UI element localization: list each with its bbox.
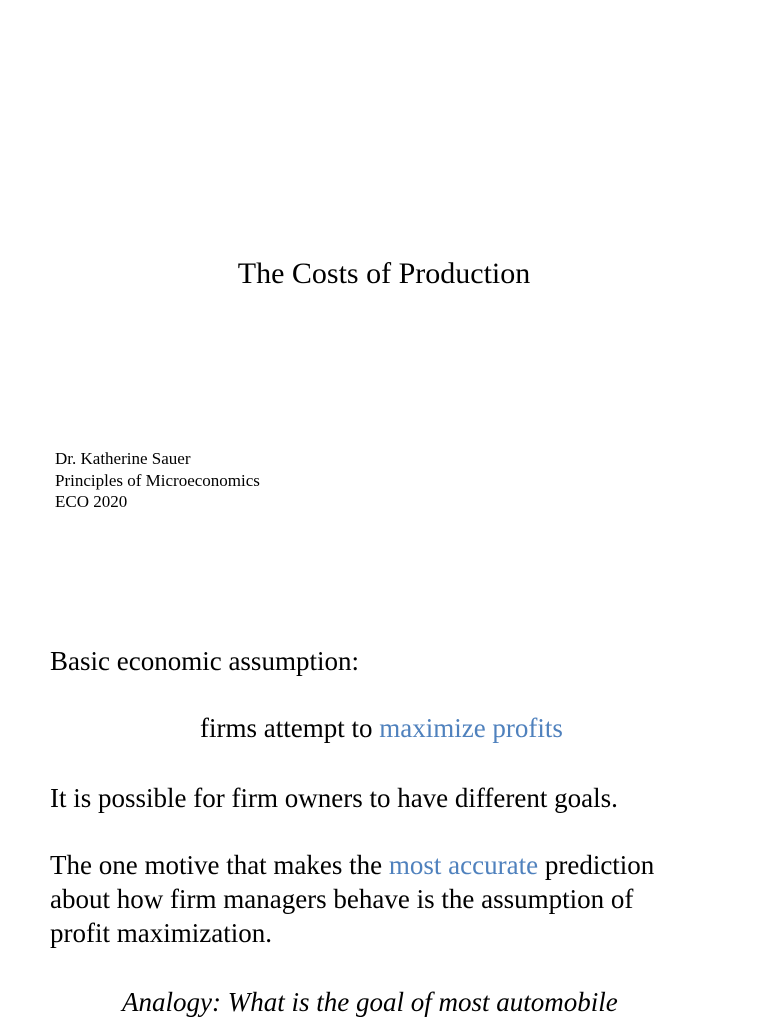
author-block (55, 448, 260, 513)
slide-title: The Costs of Production (237, 257, 531, 290)
course-name: Principles of Microeconomics (55, 470, 260, 490)
profit-statement (200, 711, 563, 745)
motive-line-1 (50, 848, 750, 882)
course-code: ECO 2020 (55, 492, 128, 511)
motive-line-1-suffix: prediction (538, 850, 655, 880)
analogy-text: Analogy: What is the goal of most automobile (122, 987, 618, 1017)
profit-statement-prefix: firms attempt to (200, 713, 380, 743)
motive-line-1-highlight: most accurate (388, 850, 539, 880)
motive-paragraph (50, 848, 750, 950)
motive-line-3: profit maximization. (50, 918, 272, 948)
motive-line-2: about how firm managers behave is the assumption of (50, 884, 634, 914)
motive-line-1-prefix: The one motive that makes the (50, 850, 389, 880)
different-goals-text: It is possible for firm owners to have different goals. (50, 783, 618, 813)
profit-statement-highlight: maximize profits (379, 713, 563, 743)
assumption-heading: Basic economic assumption: (50, 646, 359, 676)
author-name: Dr. Katherine Sauer (55, 449, 191, 468)
